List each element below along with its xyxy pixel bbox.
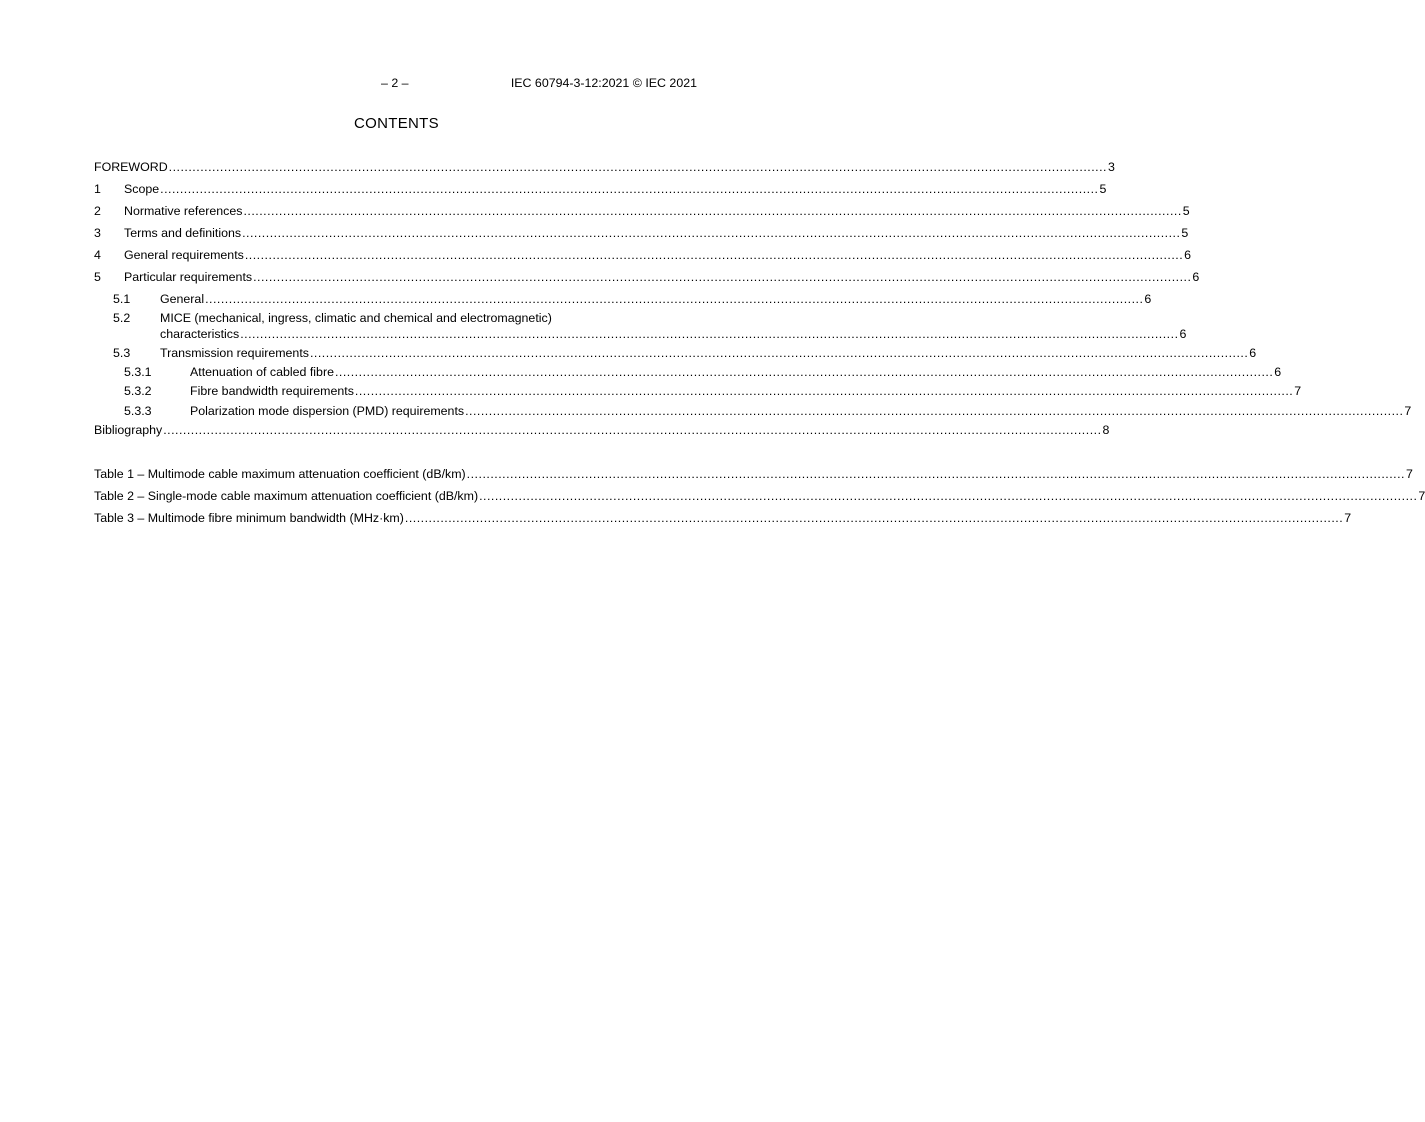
toc-entry-number: 3 [94,226,101,240]
toc-leader: .............................................................................................................................................................................................................................................. [354,384,1294,398]
toc-entry-transmission-requirements[interactable] [94,345,1257,361]
toc-leader: .............................................................................................................................................................................................................................................. [244,248,1184,262]
toc-page-number: 5 [1099,182,1107,196]
toc-entry-normative-references[interactable] [94,203,1190,219]
toc-leader: .............................................................................................................................................................................................................................................. [466,467,1405,481]
toc-entry-attenuation[interactable] [94,364,1282,380]
toc-entry-text-line1: MICE (mechanical, ingress, climatic and chemical and electromagnetic) [160,311,552,325]
toc-leader: .............................................................................................................................................................................................................................................. [479,489,1418,503]
toc-entry-text: Transmission requirements [160,346,309,360]
toc-entry-foreword[interactable] [94,159,1115,175]
toc-leader: .............................................................................................................................................................................................................................................. [168,160,1107,174]
toc-entry-pmd[interactable] [94,403,1412,419]
page-title: CONTENTS [354,115,439,132]
toc-entry-number: 5.2 [113,311,131,325]
toc-entry-text: Attenuation of cabled fibre [190,365,334,379]
toc-page-number: 7 [1406,467,1413,481]
toc-leader: .............................................................................................................................................................................................................................................. [404,511,1344,525]
toc-leader: .............................................................................................................................................................................................................................................. [160,182,1099,196]
toc-entry-text: Table 3 – Multimode fibre minimum bandwidth (MHz·km) [94,511,404,525]
toc-leader: .............................................................................................................................................................................................................................................. [240,327,1179,341]
toc-entry-number: 5 [94,270,101,284]
toc-page-number: 5 [1181,226,1189,240]
toc-entry-number: 5.3.1 [124,365,152,379]
toc-entry-general-requirements[interactable] [94,247,1192,263]
toc-page-number: 5 [1182,204,1190,218]
toc-table-entry-3[interactable] [94,510,1352,526]
toc-page-number: 7 [1404,404,1412,418]
toc-entry-text: Particular requirements [124,270,253,284]
toc-entry-scope[interactable] [94,181,1107,197]
toc-entry-text: FOREWORD [94,160,168,174]
toc-entry-text: General [160,292,205,306]
toc-entry-number: 2 [94,204,101,218]
toc-entry-particular-requirements[interactable] [94,269,1200,285]
toc-leader: .............................................................................................................................................................................................................................................. [163,423,1102,437]
toc-page-number: 6 [1144,292,1152,306]
toc-leader: .............................................................................................................................................................................................................................................. [309,346,1249,360]
toc-entry-text: Normative references [124,204,243,218]
toc-entry-number: 5.3.3 [124,404,152,418]
toc-entry-mice[interactable] [94,310,1187,342]
toc-leader: .............................................................................................................................................................................................................................................. [465,404,1404,418]
toc-page-number: 6 [1192,270,1200,284]
toc-entry-terms-and-definitions[interactable] [94,225,1189,241]
toc-page-number: 7 [1294,384,1302,398]
toc-entry-text: Bibliography [94,423,163,437]
toc-entry-general[interactable] [94,291,1152,307]
toc-entry-number: 4 [94,248,101,262]
toc-page-number: 6 [1179,327,1187,341]
toc-entry-text: Fibre bandwidth requirements [190,384,354,398]
toc-page-number: 7 [1344,511,1352,525]
page-number: – 2 – [381,76,409,90]
toc-entry-text: General requirements [124,248,244,262]
toc-table-entry-1[interactable] [94,466,1413,482]
toc-leader: .............................................................................................................................................................................................................................................. [205,292,1144,306]
toc-entry-text: Table 2 – Single-mode cable maximum attenuation coefficient (dB/km) [94,489,479,503]
toc-leader: .............................................................................................................................................................................................................................................. [242,226,1181,240]
toc-entry-text: characteristics [160,327,240,341]
toc-entry-text: Polarization mode dispersion (PMD) requirements [190,404,465,418]
toc-entry-number: 5.3 [113,346,131,360]
toc-page-number: 8 [1102,423,1110,437]
document-id: IEC 60794-3-12:2021 © IEC 2021 [510,76,697,90]
toc-leader: .............................................................................................................................................................................................................................................. [243,204,1182,218]
toc-page-number: 7 [1418,489,1425,503]
toc-leader: .............................................................................................................................................................................................................................................. [253,270,1192,284]
page-header [0,76,793,92]
toc-entry-text: Table 1 – Multimode cable maximum attenuation coefficient (dB/km) [94,467,466,481]
toc-leader: .............................................................................................................................................................................................................................................. [334,365,1274,379]
toc-entry-bibliography[interactable] [94,422,1110,438]
toc-page-number: 6 [1249,346,1257,360]
toc-entry-number: 1 [94,182,101,196]
toc-entry-number: 5.3.2 [124,384,152,398]
toc-entry-text: Terms and definitions [124,226,242,240]
toc-entry-fibre-bandwidth[interactable] [94,383,1302,399]
toc-table-entry-2[interactable] [94,488,1425,504]
toc-entry-number: 5.1 [113,292,131,306]
toc-page-number: 6 [1274,365,1282,379]
toc-entry-text: Scope [124,182,160,196]
toc-page-number: 6 [1184,248,1192,262]
toc-page-number: 3 [1107,160,1115,174]
